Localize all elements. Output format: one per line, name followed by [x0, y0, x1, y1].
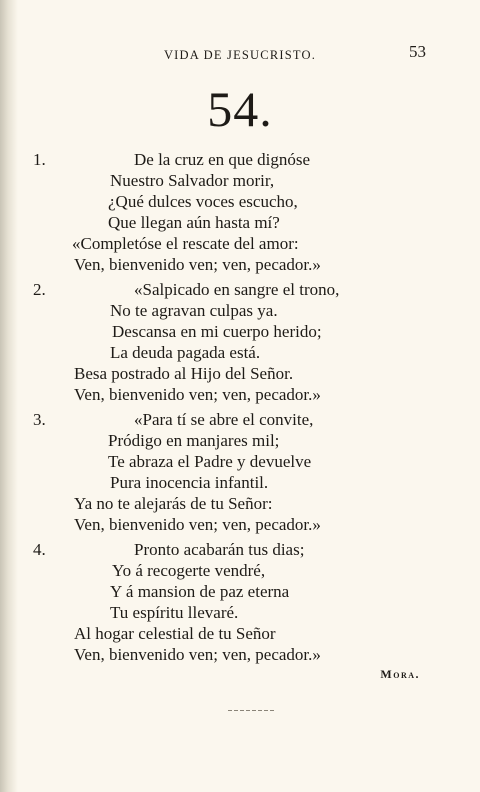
- verse-line: Pródigo en manjares mil;: [108, 431, 280, 450]
- verse-line: Ven, bienvenido ven; ven, pecador.»: [74, 385, 321, 404]
- verse-line: ¿Qué dulces voces escucho,: [108, 192, 298, 211]
- stanza-number: 1.: [33, 150, 46, 169]
- verse-line: Pura inocencia infantil.: [110, 473, 269, 492]
- verse-line: No te agravan culpas ya.: [110, 301, 278, 320]
- verse-line: Te abraza el Padre y devuelve: [108, 452, 312, 471]
- stanza-number: 4.: [33, 540, 46, 559]
- verse-line: Besa postrado al Hijo del Señor.: [74, 364, 294, 383]
- verse-line: Pronto acabarán tus dias;: [134, 540, 305, 559]
- verse-line: Descansa en mi cuerpo herido;: [112, 322, 322, 341]
- verse-line: Ven, bienvenido ven; ven, pecador.»: [74, 515, 321, 534]
- author-signature: Mora.: [380, 667, 420, 681]
- stanza-number: 2.: [33, 280, 46, 299]
- stanza-number: 3.: [33, 410, 46, 429]
- verse-line: Y á mansion de paz eterna: [110, 582, 290, 601]
- ornament-rule: [228, 708, 274, 713]
- hymn-number: 54.: [207, 81, 273, 137]
- verse-line: Tu espíritu llevaré.: [110, 603, 239, 622]
- running-title: VIDA DE JESUCRISTO.: [163, 48, 317, 62]
- verse-line: De la cruz en que dignóse: [134, 150, 311, 169]
- verse-line: Ven, bienvenido ven; ven, pecador.»: [74, 645, 321, 664]
- verse-line: Que llegan aún hasta mí?: [108, 213, 280, 232]
- verse-line: «Salpicado en sangre el trono,: [134, 280, 340, 299]
- verse-line: Ya no te alejarás de tu Señor:: [74, 494, 273, 513]
- verse-line: «Completóse el rescate del amor:: [72, 234, 299, 253]
- verse-line: Ven, bienvenido ven; ven, pecador.»: [74, 255, 321, 274]
- verse-line: Nuestro Salvador morir,: [110, 171, 275, 190]
- verse-line: Yo á recogerte vendré,: [112, 561, 266, 580]
- verse-line: Al hogar celestial de tu Señor: [74, 624, 276, 643]
- page-number: 53: [409, 42, 426, 61]
- verse-line: «Para tí se abre el convite,: [134, 410, 314, 429]
- verse-line: La deuda pagada está.: [110, 343, 261, 362]
